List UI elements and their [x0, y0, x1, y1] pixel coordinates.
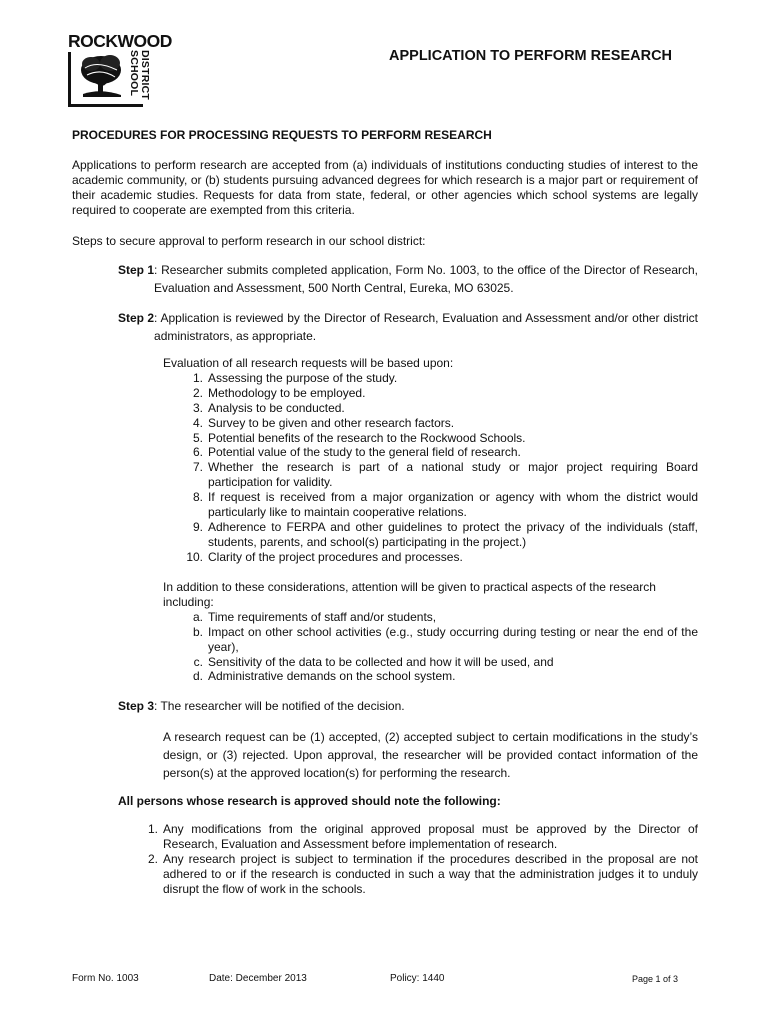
- logo-school-text: SCHOOL: [128, 50, 140, 97]
- list-item-number: b.: [192, 624, 203, 639]
- document-title: APPLICATION TO PERFORM RESEARCH: [389, 48, 673, 64]
- list-item-number: c.: [193, 654, 203, 669]
- list-item-number: 3.: [192, 400, 203, 415]
- list-item-number: 4.: [192, 415, 203, 430]
- list-item-text: Potential value of the study to the general field of research.: [208, 445, 521, 460]
- list-item-number: 10.: [186, 549, 203, 564]
- step-3-label: Step 3: [118, 699, 155, 713]
- footer-page-number: Page 1 of 3: [632, 974, 679, 984]
- list-item-number: 1.: [147, 822, 158, 836]
- list-item: [163, 386, 698, 401]
- list-item-text: Sensitivity of the data to be collected and how it will be used, and: [208, 654, 554, 669]
- logo-district-text: DISTRICT: [139, 50, 151, 101]
- step-1-text: [154, 261, 698, 297]
- list-item: [163, 520, 698, 550]
- footer-form-number: Form No. 1003: [72, 973, 139, 984]
- list-item-number: 2.: [192, 385, 203, 400]
- step-3-text: : The researcher will be notified of the decision.: [154, 699, 405, 713]
- step-1-label: Step 1: [118, 263, 155, 277]
- list-item-number: 9.: [192, 519, 203, 534]
- tree-logo-icon: [77, 50, 127, 102]
- intro-paragraph: Applications to perform research are accepted from (a) individuals of institutions conducting studies of interest to the academic community, or (b) students pursuing advanced degrees for which research is a major part or requirement of their academic studies. Requests for data from state, federal, or other agencies which school systems are legally required to cooperate are exempted from this criteria.: [72, 158, 698, 217]
- approved-note: All persons whose research is approved should note the following:: [118, 794, 501, 808]
- list-item-number: 1.: [192, 370, 203, 385]
- list-item-text: Methodology to be employed.: [208, 385, 366, 400]
- list-item: [163, 401, 698, 416]
- list-item: [163, 490, 698, 520]
- list-item: [163, 625, 698, 655]
- list-item-text: Any research project is subject to termination if the procedures described in the proposal are not adhered to or if the research is conducted in such a way that the administration judges it to unduly disrupt the flow of work in the schools.: [163, 851, 698, 896]
- section-heading: PROCEDURES FOR PROCESSING REQUESTS TO PERFORM RESEARCH: [72, 128, 492, 142]
- list-item-text: Assessing the purpose of the study.: [208, 370, 398, 385]
- list-item-text: Administrative demands on the school system.: [208, 669, 456, 684]
- list-item: [163, 460, 698, 490]
- list-item-text: Potential benefits of the research to the Rockwood Schools.: [208, 430, 526, 445]
- step-2-label: Step 2: [118, 311, 155, 325]
- list-item: [118, 822, 698, 852]
- evaluation-criteria: [163, 356, 698, 565]
- list-item-text: Whether the research is part of a national study or major project requiring Board participation for validity.: [208, 460, 698, 490]
- list-item-text: Time requirements of staff and/or students,: [208, 609, 437, 624]
- list-item-text: Analysis to be conducted.: [208, 400, 345, 415]
- list-item: [163, 445, 698, 460]
- logo-wordmark: ROCKWOOD: [68, 31, 172, 51]
- list-item-text: Any modifications from the original approved proposal must be approved by the Director of Research, Evaluation and Assessment before implementation of research.: [163, 822, 698, 851]
- criteria-lead: Evaluation of all research requests will be based upon:: [163, 356, 454, 370]
- step-2: [118, 309, 698, 345]
- step-3-detail: A research request can be (1) accepted, (2) accepted subject to certain modifications in the study’s design, or (3) rejected. Upon approval, the researcher will be provided contact information of the person(s) at the approved location(s) for performing the research.: [163, 730, 698, 780]
- list-item-number: 8.: [192, 490, 203, 505]
- steps-lead: Steps to secure approval to perform research in our school district:: [72, 234, 426, 248]
- list-item-number: 2.: [147, 851, 158, 866]
- approved-items-list: [118, 822, 698, 897]
- list-item: [163, 655, 698, 670]
- footer-date: Date: December 2013: [209, 973, 307, 984]
- step-1: [118, 261, 698, 297]
- practical-aspects: [163, 580, 698, 684]
- logo-vertical-text: [128, 50, 150, 106]
- criteria-list: [163, 371, 698, 565]
- list-item-text: Clarity of the project procedures and processes.: [208, 549, 463, 564]
- step-1-text-content: : Researcher submits completed application, Form No. 1003, to the office of the Director of Research, Evaluation and Assessment, 500 North Central, Eureka, MO 63025.: [154, 263, 698, 295]
- step-2-text: : Application is reviewed by the Director of Research, Evaluation and Assessment and/or other district administrators, as appropriate.: [154, 311, 698, 343]
- list-item-text: Survey to be given and other research factors.: [208, 415, 455, 430]
- list-item: [118, 852, 698, 897]
- list-item: [163, 669, 698, 684]
- practical-list: [163, 610, 698, 685]
- list-item: [163, 550, 698, 565]
- list-item: [163, 431, 698, 446]
- list-item-number: a.: [192, 609, 203, 624]
- list-item: [163, 371, 698, 386]
- list-item-number: 5.: [192, 430, 203, 445]
- list-item-number: d.: [192, 669, 203, 684]
- list-item: [163, 416, 698, 431]
- footer-policy: Policy: 1440: [390, 973, 445, 984]
- list-item-number: 7.: [192, 460, 203, 475]
- list-item-text: Adherence to FERPA and other guidelines to protect the privacy of the individuals (staff, students, parents, and school(s) participating in the project.): [208, 519, 698, 549]
- practical-lead: In addition to these considerations, attention will be given to practical aspects of the research including:: [163, 580, 656, 609]
- list-item-number: 6.: [192, 445, 203, 460]
- step-3: [118, 697, 698, 715]
- list-item-text: Impact on other school activities (e.g., study occurring during testing or near the end of the year),: [208, 624, 698, 654]
- list-item-text: If request is received from a major organization or agency with whom the district would particularly like to maintain cooperative relations.: [208, 490, 698, 520]
- list-item: [163, 610, 698, 625]
